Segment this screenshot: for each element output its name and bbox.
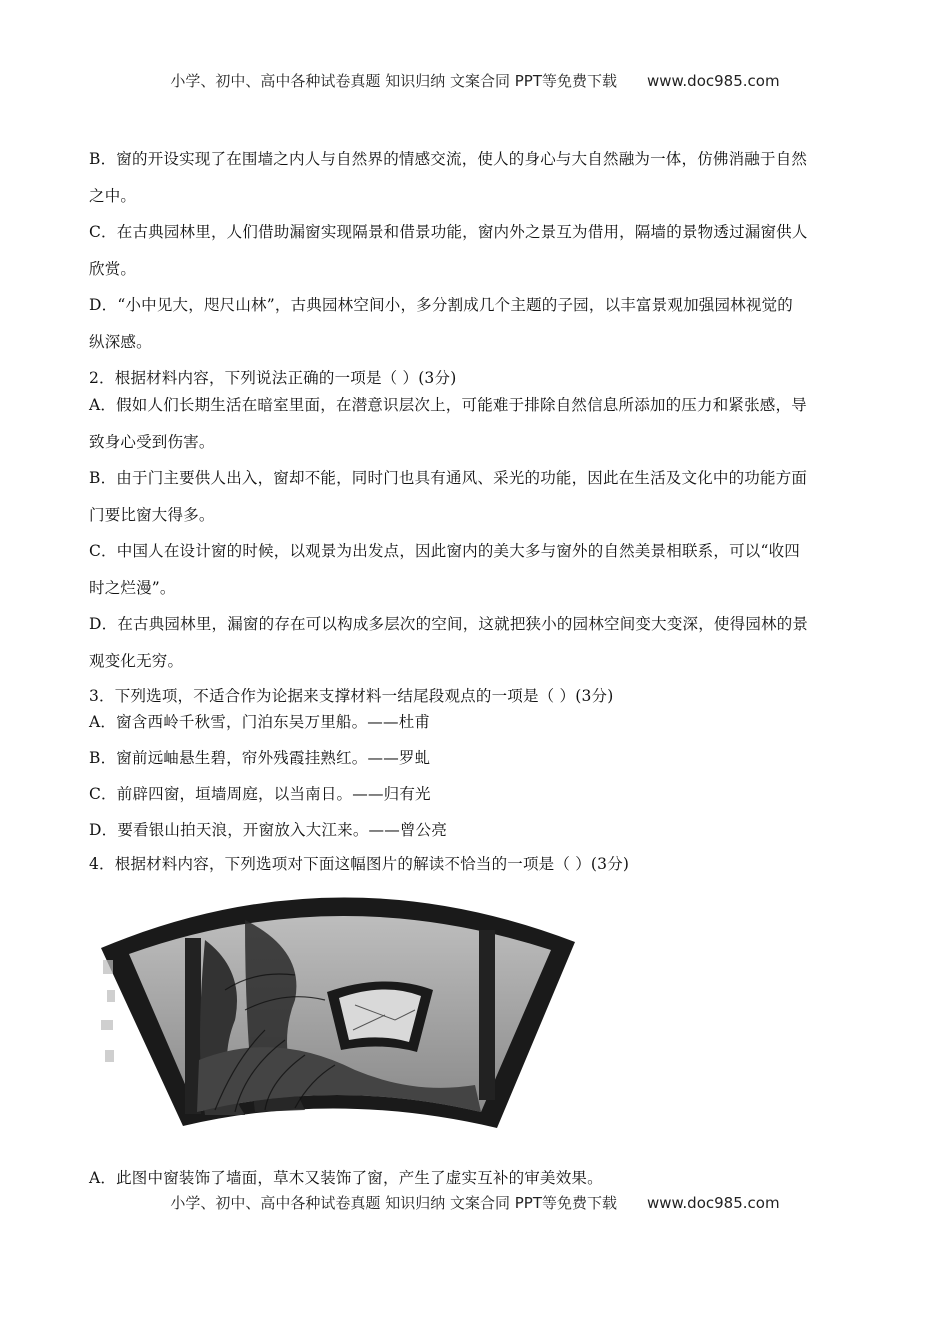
q2-option-a-line-2: 致身心受到伤害。 xyxy=(89,433,215,451)
option-b-line-1: B．窗的开设实现了在围墙之内人与自然界的情感交流，使人的身心与大自然融为一体，仿佛消融于自然 xyxy=(89,150,808,168)
question-2: 2．根据材料内容，下列说法正确的一项是（ ）(3分) xyxy=(89,369,457,387)
option-c-line-2: 欣赏。 xyxy=(89,260,137,278)
q2-option-a-line-1: A．假如人们长期生活在暗室里面，在潜意识层次上，可能难于排除自然信息所添加的压力和紧张感，导 xyxy=(89,396,807,414)
page-footer xyxy=(0,1192,950,1213)
q2-option-b-line-1: B．由于门主要供人出入，窗却不能，同时门也具有通风、采光的功能，因此在生活及文化中的功能方面 xyxy=(89,469,808,487)
q2-option-d-line-2: 观变化无穷。 xyxy=(89,652,184,670)
question-3: 3．下列选项，不适合作为论据来支撑材料一结尾段观点的一项是（ ）(3分) xyxy=(89,687,614,705)
header-url[interactable]: www.doc985.com xyxy=(646,72,780,90)
page-header xyxy=(0,70,950,91)
q3-option-d: D．要看银山拍天浪，开窗放入大江来。——曾公亮 xyxy=(89,821,448,839)
q3-option-c: C．前辟四窗，垣墙周庭，以当南日。——归有光 xyxy=(89,785,431,803)
option-c-line-1: C．在古典园林里，人们借助漏窗实现隔景和借景功能，窗内外之景互为借用，隔墙的景物透过漏窗供人 xyxy=(89,223,808,241)
fan-window-photo xyxy=(95,880,585,1135)
footer-text: 小学、初中、高中各种试卷真题 知识归纳 文案合同 PPT等免费下载 xyxy=(170,1194,617,1212)
q2-option-c-line-2: 时之烂漫”。 xyxy=(89,579,176,597)
footer-url[interactable]: www.doc985.com xyxy=(646,1194,780,1212)
header-text: 小学、初中、高中各种试卷真题 知识归纳 文案合同 PPT等免费下载 xyxy=(170,72,617,90)
q2-option-c-line-1: C．中国人在设计窗的时候，以观景为出发点，因此窗内的美大多与窗外的自然美景相联系，可以“收四 xyxy=(89,542,800,560)
q3-option-a: A．窗含西岭千秋雪，门泊东吴万里船。——杜甫 xyxy=(89,713,431,731)
q3-option-b: B．窗前远岫悬生碧，帘外残霞挂熟红。——罗虬 xyxy=(89,749,431,767)
option-d-line-1: D．“小中见大，咫尺山林”，古典园林空间小，多分割成几个主题的子园，以丰富景观加强园林视觉的 xyxy=(89,296,793,314)
q2-option-b-line-2: 门要比窗大得多。 xyxy=(89,506,215,524)
option-b-line-2: 之中。 xyxy=(89,187,137,205)
question-4: 4．根据材料内容，下列选项对下面这幅图片的解读不恰当的一项是（ ）(3分) xyxy=(89,855,630,873)
q4-option-a: A．此图中窗装饰了墙面，草木又装饰了窗，产生了虚实互补的审美效果。 xyxy=(89,1169,603,1187)
q2-option-d-line-1: D．在古典园林里，漏窗的存在可以构成多层次的空间，这就把狭小的园林空间变大变深，使得园林的景 xyxy=(89,615,809,633)
option-d-line-2: 纵深感。 xyxy=(89,333,152,351)
